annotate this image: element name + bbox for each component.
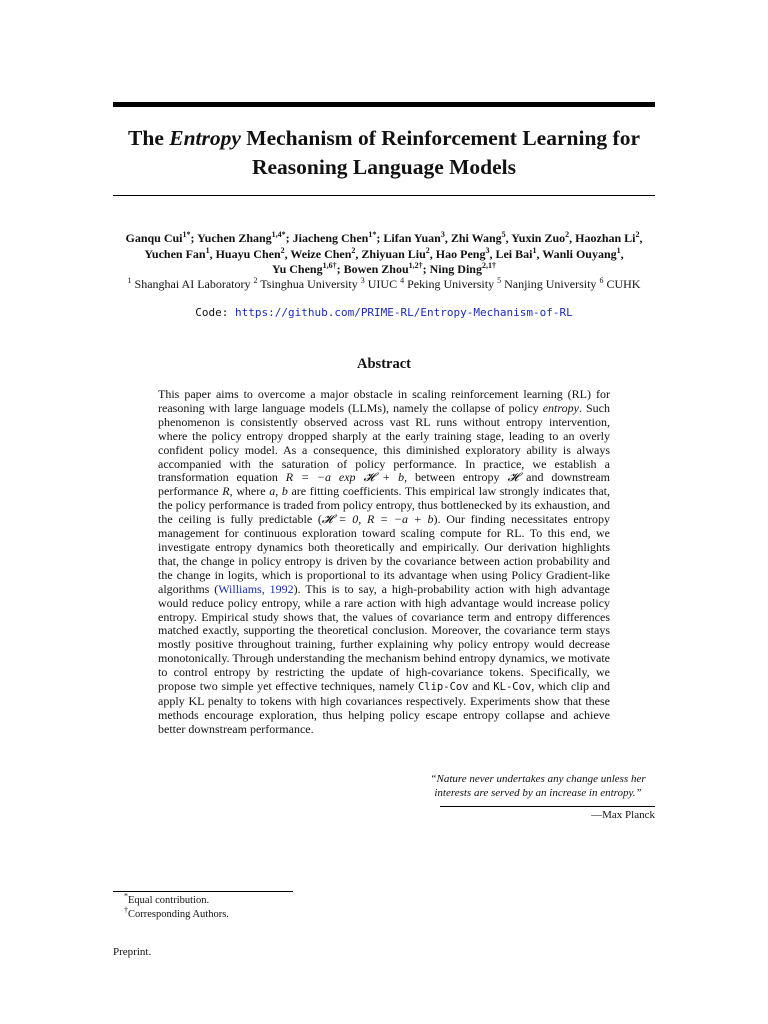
author-affiliation-marker: 1 bbox=[205, 245, 210, 255]
author-affiliation-marker: 1,6† bbox=[322, 261, 337, 270]
author-name: Haozhan Li bbox=[575, 231, 636, 245]
affiliation-name: CUHK bbox=[603, 277, 641, 291]
author-name: Ganqu Cui bbox=[125, 231, 183, 245]
author-name: Zhiyuan Liu bbox=[361, 246, 426, 261]
author-affiliation-marker: 2,1† bbox=[481, 261, 496, 270]
author-name: Lei Bai bbox=[495, 246, 533, 261]
author-affiliation-marker: 1 bbox=[616, 245, 621, 255]
author-name: Bowen Zhou bbox=[343, 262, 409, 276]
technique-kl-cov: KL-Cov bbox=[493, 681, 532, 694]
affiliation-number: 6 bbox=[599, 276, 604, 285]
code-line bbox=[100, 306, 668, 320]
author-affiliation-marker: 2 bbox=[425, 245, 430, 255]
author-name: Lifan Yuan bbox=[383, 231, 441, 245]
author-name: Wanli Ouyang bbox=[542, 246, 617, 261]
footnote-corresponding: †Corresponding Authors. bbox=[124, 905, 229, 920]
paper-title: The Entropy Mechanism of Reinforcement Learning for Reasoning Language Models bbox=[128, 126, 640, 179]
affiliation-name: UIUC bbox=[364, 277, 398, 291]
citation-link[interactable]: Williams, 1992 bbox=[218, 581, 294, 596]
author-affiliation-marker: 1,2† bbox=[408, 261, 423, 270]
author-name: Yuchen Zhang bbox=[197, 231, 272, 245]
author-affiliation-marker: 1* bbox=[368, 230, 377, 239]
affiliation-number: 2 bbox=[253, 276, 258, 285]
abstract-heading: Abstract bbox=[357, 356, 411, 372]
author-affiliation-marker: 1,4* bbox=[271, 230, 286, 239]
affiliations bbox=[100, 277, 668, 292]
author-name: Weize Chen bbox=[290, 246, 352, 261]
affiliation-number: 4 bbox=[400, 276, 405, 285]
author-name: Zhi Wang bbox=[450, 231, 502, 245]
author-name: Hao Peng bbox=[435, 246, 486, 261]
author-name: Yuchen Fan bbox=[144, 246, 206, 261]
author-list: Ganqu Cui$^{1*}$; Yuchen Zhang$^{1,4*}$; Jiacheng Chen$^{1*}$; Lifan Yuan$^3$, Zhi Wang$^5$, Yuxin Zuo$^2$, Haozhan Li$^2$, Yuchen Fan$^1$, Huayu Chen$^2$, Weize Chen$^2$, Zhiyuan Liu$^2$, Hao Peng$^3$, Lei Bai$^1$, Wanli Ouyang$^1$, Yu Cheng$^{1,6\dagger}$; Bowen Zhou$^{1,2\dagger}$; Ning Ding$^{2,1\dagger}$ bbox=[125, 230, 643, 276]
author-affiliation-marker: 5 bbox=[501, 230, 506, 239]
author-name: Yu Cheng bbox=[272, 262, 323, 276]
author-affiliation-marker: 2 bbox=[635, 230, 640, 239]
epigraph-rule bbox=[440, 806, 655, 807]
title-top-rule bbox=[113, 102, 655, 107]
epigraph-author: —Max Planck bbox=[591, 809, 655, 821]
author-name: Jiacheng Chen bbox=[292, 231, 369, 245]
title-emphasis: Entropy bbox=[169, 126, 241, 150]
epigraph-quote: “Nature never undertakes any change unless her interests are served by an increase in entropy.” bbox=[430, 773, 646, 799]
affiliation-name: Shanghai AI Laboratory bbox=[131, 277, 251, 291]
author-affiliation-marker: 2 bbox=[565, 230, 570, 239]
title-bottom-rule bbox=[113, 195, 655, 196]
code-label: Code: bbox=[195, 306, 235, 319]
equation-ceiling: 𝓗 = 0, R = −a + b bbox=[321, 512, 434, 527]
footnote-equal-contribution: *Equal contribution. bbox=[124, 891, 210, 906]
author-affiliation-marker: 3 bbox=[485, 245, 490, 255]
affiliation-name: Nanjing University bbox=[501, 277, 597, 291]
preprint-label: Preprint. bbox=[113, 946, 152, 958]
affiliation-number: 5 bbox=[497, 276, 502, 285]
abstract-body: This paper aims to overcome a major obstacle in scaling reinforcement learning (RL) for reasoning with large language models (LLMs), namely the collapse of policy entropy. Such phenomenon is consistently observed across vast RL runs without entropy intervention, where the policy entropy dropped sharply at the early training stage, leading to an overly confident policy model. As a consequence, this diminished exploratory ability is always accompanied with the saturation of policy performance. In practice, we establish a transformation equation R = −a exp 𝓗 + b, between entropy 𝓗 and downstream performance R, where a, b are fitting coefficients. This empirical law strongly indicates that, the policy performance is traded from policy entropy, thus bottlenecked by its exhaustion, and the ceiling is fully predictable (𝓗 = 0, R = −a + b). Our finding necessitates entropy management for continuous exploration toward scaling compute for RL. To this end, we investigate entropy dynamics both theoretically and empirically. Our derivation highlights that, the change in policy entropy is driven by the covariance between action probability and the change in logits, which is proportional to its advantage when using Policy Gradient-like algorithms (Williams, 1992). This is to say, a high-probability action with high advantage would reduce policy entropy, while a rare action with high advantage would increase policy entropy. Empirical study shows that, the values of covariance term and entropy differences matched exactly, supporting the theoretical conclusion. Moreover, the covariance term stays mostly positive throughout training, further explaining why policy entropy would decrease monotonically. Through understanding the mechanism behind entropy dynamics, we motivate to control entropy by restricting the update of high-covariance tokens. Specifically, we propose two simple yet effective techniques, namely Clip-Cov and KL-Cov, which clip and apply KL penalty to tokens with high covariances respectively. Experiments show that these methods encourage exploration, thus helping policy escape entropy collapse and achieve better downstream performance. bbox=[158, 387, 611, 736]
affiliation-name: Tsinghua University bbox=[257, 277, 358, 291]
affiliation-number: 3 bbox=[360, 276, 365, 285]
author-affiliation-marker: 2 bbox=[280, 245, 285, 255]
author-name: Yuxin Zuo bbox=[511, 231, 566, 245]
author-affiliation-marker: 1 bbox=[532, 245, 537, 255]
author-affiliation-marker: 1* bbox=[182, 230, 191, 239]
equation-transformation: R = −a exp 𝓗 + b bbox=[285, 470, 405, 485]
technique-clip-cov: Clip-Cov bbox=[417, 681, 469, 694]
affiliation-number: 1 bbox=[127, 276, 132, 285]
footnote-rule bbox=[113, 891, 293, 892]
affiliation-name: Peking University bbox=[404, 277, 495, 291]
code-link[interactable]: https://github.com/PRIME-RL/Entropy-Mechanism-of-RL bbox=[234, 306, 573, 319]
author-name: Huayu Chen bbox=[215, 246, 281, 261]
author-affiliation-marker: 3 bbox=[440, 230, 445, 239]
author-affiliation-marker: 2 bbox=[351, 245, 356, 255]
author-name: Ning Ding bbox=[429, 262, 482, 276]
